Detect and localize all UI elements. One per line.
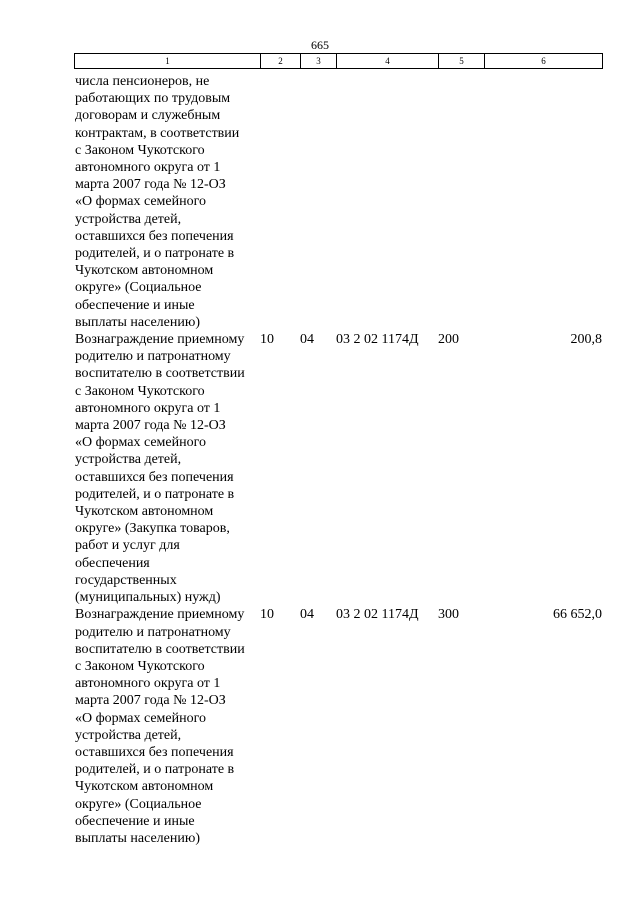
header-row xyxy=(75,54,603,69)
table-row xyxy=(0,606,640,847)
row-description: Вознаграждение приемному родителю и патронатному воспитателю в соответствии с Законом Чукотского автономного округа от 1 марта 2007 года № 12-ОЗ «О формах семейного устройства детей, оставшихся без попечения родителей, и о патронате в Чукотском автономном округе» (Закупка товаров, работ и услуг для обеспечения государственных (муниципальных) нужд) xyxy=(75,332,245,606)
header-col-6: 6 xyxy=(485,54,603,69)
header-col-4: 4 xyxy=(337,54,439,69)
table-body xyxy=(0,73,640,847)
table-header xyxy=(74,53,603,69)
row-amount: 66 652,0 xyxy=(553,607,602,623)
header-col-3: 3 xyxy=(301,54,337,69)
row-section: 10 xyxy=(260,607,274,623)
page-number: 665 xyxy=(311,38,329,52)
header-col-5: 5 xyxy=(439,54,485,69)
row-expense-type: 300 xyxy=(438,607,459,623)
table-row xyxy=(0,73,640,331)
row-target-code: 03 2 02 1174Д xyxy=(336,607,419,623)
row-description: числа пенсионеров, не работающих по трудовым договорам и служебным контрактам, в соответствии с Законом Чукотского автономного округа от 1 марта 2007 года № 12-ОЗ «О формах семейного устройства детей, оставшихся без попечения родителей, и о патронате в Чукотском автономном округе» (Социальное обеспечение и иные выплаты населению) xyxy=(75,74,240,330)
table-row xyxy=(0,331,640,606)
header-col-1: 1 xyxy=(75,54,261,69)
row-description: Вознаграждение приемному родителю и патронатному воспитателю в соответствии с Законом Чукотского автономного округа от 1 марта 2007 года № 12-ОЗ «О формах семейного устройства детей, оставшихся без попечения родителей, и о патронате в Чукотском автономном округе» (Социальное обеспечение и иные выплаты населению) xyxy=(75,607,245,846)
row-subsection: 04 xyxy=(300,607,314,623)
row-expense-type: 200 xyxy=(438,332,459,348)
row-amount: 200,8 xyxy=(570,332,602,348)
row-subsection: 04 xyxy=(300,332,314,348)
row-target-code: 03 2 02 1174Д xyxy=(336,332,419,348)
row-section: 10 xyxy=(260,332,274,348)
header-col-2: 2 xyxy=(261,54,301,69)
